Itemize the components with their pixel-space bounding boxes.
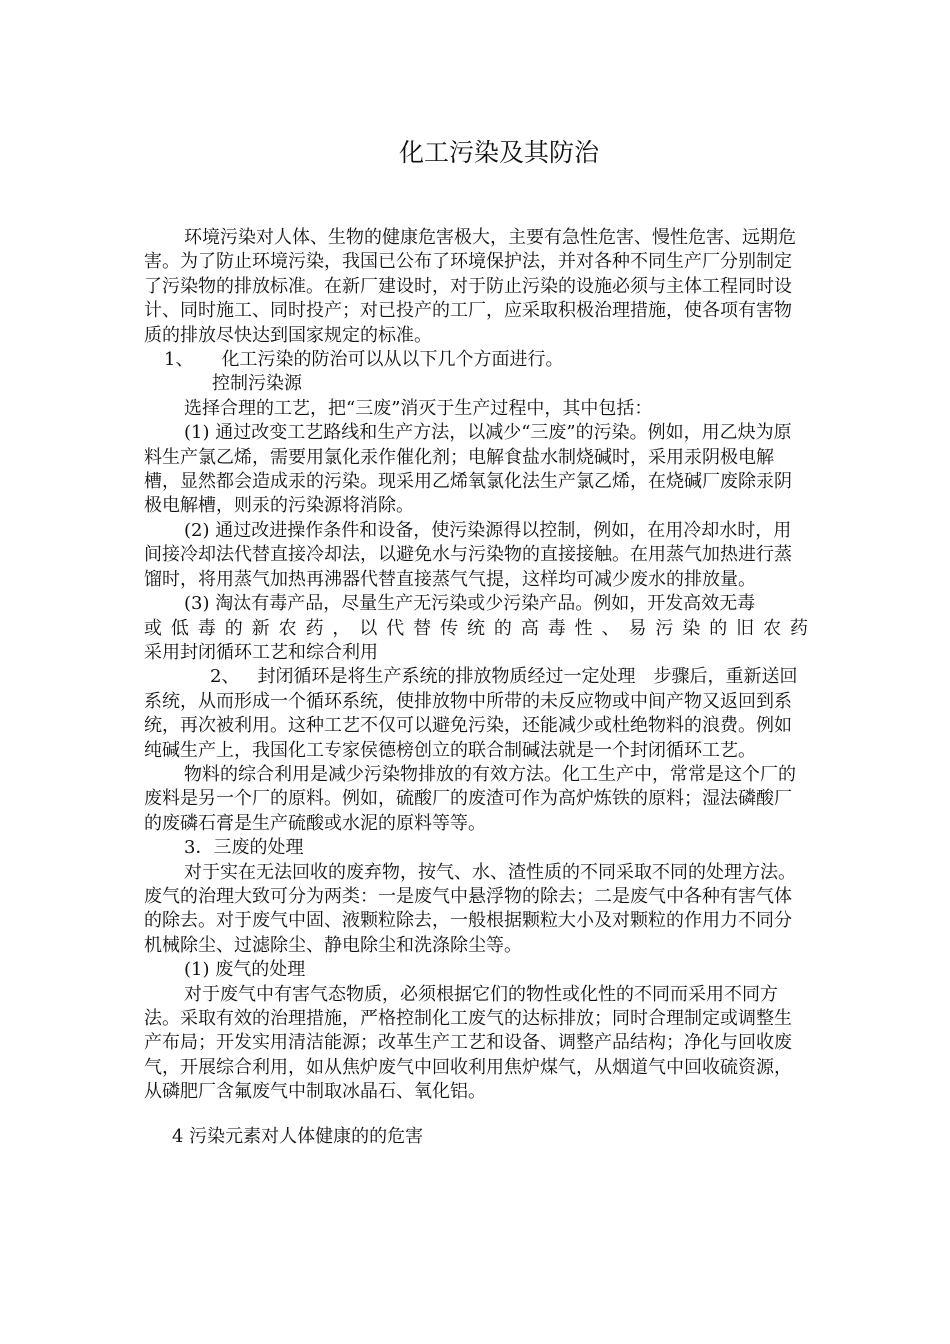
section-1-number: 1、 xyxy=(164,349,194,371)
section-4-heading: 4 污染元素对人体健康的的危害 xyxy=(172,1125,424,1147)
paragraph-item-1: (1) 通过改变工艺路线和生产方法，以减少“三废”的污染。例如，用乙炔为原料生产氯乙烯，需要用氯化汞作催化剂；电解食盐水制烧碱时，采用汞阴极电解槽，显然都会造成汞的污染。现采用乙烯氧氯化法生产氯乙烯，在烧碱厂废除汞阴极电解槽，则汞的污染源将消除。 xyxy=(144,422,792,517)
paragraph-item-3-line-3: 采用封闭循环工艺和综合利用 xyxy=(144,641,378,663)
paragraph-item-3-line-2: 或低毒的新农药，以代替传统的高毒性、易污染的旧农药 xyxy=(144,617,808,639)
section-1-heading xyxy=(144,348,808,372)
paragraph-intro: 环境污染对人体、生物的健康危害极大，主要有急性危害、慢性危害、远期危害。为了防止环境污染，我国已公布了环境保护法，并对各种不同生产厂分别制定了污染物的排放标准。在新厂建设时，对于防止污染的设施必须与主体工程同时设计、同时施工、同时投产；对已投产的工厂，应采取积极治理措施，使各项有害物质的排放尽快达到国家规定的标准。 xyxy=(144,227,796,346)
paragraph-gas-treatment: 对于废气中有害气态物质，必须根据它们的物性或化性的不同而采用不同方法。采取有效的治理措施，严格控制化工废气的达标排放；同时合理制定或调整生产布局；开发实用清洁能源；改革生产工艺和设备、调整产品结构；净化与回收废气，开展综合利用，如从焦炉废气中回收利用焦炉煤气，从烟道气中回收硫资源，从磷肥厂含氟废气中制取冰晶石、氧化铝。 xyxy=(144,983,792,1103)
section-2-text: 封闭循环是将生产系统的排放物质经过一定处理 步骤后，重新送回系统，从而形成一个循环系统，使排放物中所带的未反应物或中间产物又返回到系统，再次被利用。这种工艺不仅可以避免污染，还能减少或杜绝物料的浪费。例如纯碱生产上，我国化工专家侯德榜创立的联合制碱法就是一个封闭循环工艺。 xyxy=(144,666,798,761)
section-2-paragraph xyxy=(144,665,808,763)
paragraph-select-process: 选择合理的工艺，把“三废”消灭于生产过程中，其中包括： xyxy=(184,397,653,419)
section-3-heading: 3．三废的处理 xyxy=(184,837,304,859)
subheading-control-source: 控制污染源 xyxy=(212,373,302,395)
section-2-number: 2、 xyxy=(210,666,240,688)
paragraph-waste-treatment: 对于实在无法回收的废弃物，按气、水、渣性质的不同采取不同的处理方法。废气的治理大致可分为两类：一是废气中悬浮物的除去；二是废气中各种有害气体的除去。对于废气中固、液颗粒除去，一般根据颗粒大小及对颗粒的作用力不同分机械除尘、过滤除尘、静电除尘和洗涤除尘等。 xyxy=(144,861,796,956)
paragraph-material-use: 物料的综合利用是减少污染物排放的有效方法。化工生产中，常常是这个厂的废料是另一个厂的原料。例如，硫酸厂的废渣可作为高炉炼铁的原料；湿法磷酸厂的废磷石膏是生产硫酸或水泥的原料等等。 xyxy=(144,763,796,834)
paragraph-item-3-line-1: (3) 淘汰有毒产品，尽量生产无污染或少污染产品。例如，开发高效无毒 xyxy=(184,593,756,615)
document-title: 化工污染及其防治 xyxy=(398,138,599,167)
paragraph-item-2: (2) 通过改进操作条件和设备，使污染源得以控制，例如，在用冷却水时，用间接冷却法代替直接冷却法，以避免水与污染物的直接接触。在用蒸气加热进行蒸馏时，将用蒸气加热再沸器代替直接蒸气气提，这样均可减少废水的排放量。 xyxy=(144,519,792,590)
document-body xyxy=(144,226,808,1149)
section-1-text: 化工污染的防治可以从以下几个方面进行。 xyxy=(221,349,564,371)
subheading-gas-treatment: (1) 废气的处理 xyxy=(184,959,306,981)
